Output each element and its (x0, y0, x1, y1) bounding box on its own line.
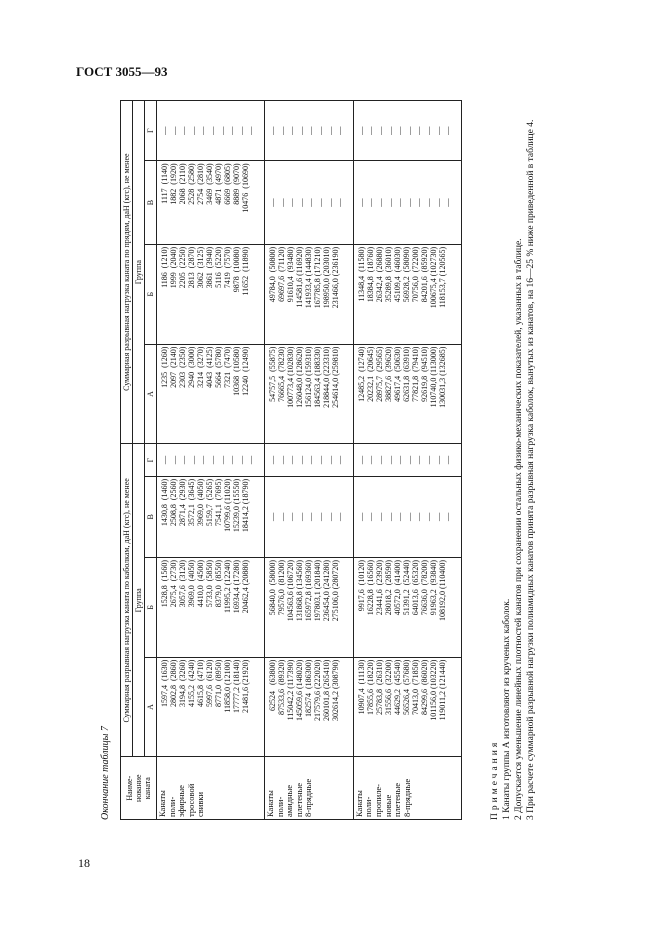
value-line: 3969,0 (4050) (196, 478, 206, 527)
value-line: 11348,4 (11580) (356, 246, 366, 302)
value-line: — (374, 198, 385, 207)
value-line: — (295, 512, 306, 522)
value-line: — (422, 512, 433, 522)
value-line: — (413, 512, 424, 522)
value-line: — (334, 198, 345, 207)
value-line: — (245, 126, 256, 135)
value-line: — (286, 512, 297, 522)
value-line: 165972,8 (169360) (304, 559, 314, 622)
value-line: 2754 (2810) (196, 163, 206, 205)
value-line: 1882 (1920) (169, 163, 179, 205)
value-line: — (442, 126, 453, 135)
value-line: — (394, 512, 405, 522)
value-line: 79576,0 (81200) (277, 559, 287, 616)
value-line: 11652 (11890) (241, 246, 251, 296)
value-line: 10476 (10690) (241, 163, 251, 213)
value-line: 254614,0 (259810) (331, 346, 341, 408)
value-line: — (276, 455, 287, 465)
value-line: — (384, 198, 395, 207)
value-line: — (305, 126, 316, 135)
value-line: 3062 (3125) (196, 246, 206, 289)
note-1: 1 Канаты группы А изготовляют из крученых каболок. (501, 598, 512, 820)
value-cell (353, 101, 461, 161)
value-line: — (355, 512, 366, 522)
value-line: 7419 (7570) (223, 246, 233, 289)
value-line: — (374, 455, 385, 465)
value-line: 12240 (12490) (241, 346, 251, 396)
value-line: 156124,0 (159310) (304, 346, 314, 408)
value-line: — (422, 455, 433, 465)
value-line: 9878 (10080) (232, 246, 242, 293)
value-line: 4043 (4125) (205, 346, 215, 388)
value-line: — (422, 198, 433, 207)
value-line: 302614,2 (308790) (331, 659, 341, 721)
col-header-strands: Суммарная разрывная нагрузка каната по каболкам, даН (кгс), не менее (121, 444, 133, 757)
value-line: — (286, 198, 297, 207)
value-cell (265, 476, 354, 557)
value-line: 5116 (5220) (214, 246, 224, 288)
value-cell (157, 476, 265, 557)
value-line: 101156,0 (103220) (429, 659, 439, 721)
value-line: 51391,2 (52440) (401, 559, 411, 616)
value-line: — (442, 512, 453, 522)
value-line: — (235, 455, 246, 465)
value-line: 11995,2 (12240) (223, 559, 233, 613)
value-line: — (355, 198, 366, 207)
value-line: — (168, 126, 179, 135)
value-line: 44629,2 (45540) (392, 659, 402, 715)
value-line: 1430,8 (1460) (160, 478, 170, 527)
value-cell (265, 161, 354, 244)
value-line: 10799,6 (11020) (223, 478, 233, 532)
value-line: — (315, 512, 325, 522)
value-line: 3214 (3270) (196, 346, 206, 388)
value-line: — (295, 126, 306, 135)
value-line: 56526,4 (57680) (401, 659, 411, 715)
value-line: 31556,6 (32200) (383, 659, 393, 715)
value-line: — (305, 512, 316, 522)
value-cell (157, 344, 265, 444)
sub-header-b: Б (145, 244, 157, 344)
rope-name-cell: Канаты поли- эфирные тросовой свивки (157, 757, 265, 820)
value-line: — (413, 126, 424, 135)
value-line: — (355, 126, 366, 135)
value-line: — (315, 198, 325, 207)
value-line: — (178, 126, 189, 135)
value-line: — (276, 126, 287, 135)
sub-header-v: В (145, 161, 157, 244)
col-header-name: Наиме- нование каната (121, 757, 157, 820)
value-cell (265, 657, 354, 757)
value-cell (157, 444, 265, 476)
value-line: — (413, 198, 424, 207)
value-line: — (384, 512, 395, 522)
page-number: 18 (78, 856, 90, 870)
value-line: 1235 (1260) (160, 346, 170, 388)
group-label-strands: Группа (133, 444, 145, 757)
value-line: 131868,8 (134560) (295, 559, 305, 622)
value-cell (157, 557, 265, 657)
value-line: — (394, 455, 405, 465)
table-caption: Окончание таблицы 7 (100, 726, 111, 820)
value-line: — (159, 455, 170, 465)
value-line: 100675,4 (102730) (429, 246, 439, 309)
value-line: 10907,4 (11130) (356, 659, 366, 715)
value-line: 218844,0 (223310) (322, 346, 332, 408)
value-line: — (168, 455, 179, 465)
value-line: — (374, 126, 385, 135)
group-label-wires: Группа (133, 101, 145, 444)
value-line: — (267, 198, 278, 207)
value-line: 62524 (63800) (268, 659, 278, 711)
value-line: — (355, 455, 366, 465)
value-line: 167785,8 (171210) (313, 246, 323, 309)
value-line: 3469 (3540) (205, 163, 215, 205)
value-line: 5664 (5780) (214, 346, 224, 388)
value-line: — (286, 126, 297, 135)
rotated-page-content (100, 100, 562, 820)
value-line: — (197, 455, 208, 465)
value-line: 15239,0 (15550) (232, 478, 242, 533)
value-line: — (365, 198, 376, 207)
value-line: 49784,0 (50800) (268, 246, 278, 303)
value-cell (353, 657, 461, 757)
value-line: — (315, 455, 325, 465)
value-line: — (226, 126, 237, 135)
value-line: 28975,7 (29565) (374, 346, 384, 402)
value-line: — (413, 455, 424, 465)
value-line: 20232,1 (20645) (365, 346, 375, 402)
value-line: 10368 (10580) (232, 346, 242, 396)
value-line: — (267, 126, 278, 135)
rope-name-cell: Канаты поли- амидные плетеные 8-прядные (265, 757, 354, 820)
value-line: — (276, 512, 287, 522)
value-line: — (324, 512, 335, 522)
value-line: 56928,2 (58090) (401, 246, 411, 303)
value-cell (157, 161, 265, 244)
value-line: 84201,6 (85920) (420, 246, 429, 303)
value-line: — (374, 512, 385, 522)
value-line: 4410,0 (4500) (196, 559, 206, 608)
value-line: 5733,0 (5850) (205, 559, 215, 608)
value-line: — (324, 126, 335, 135)
sub-header-g: Г (145, 444, 157, 476)
value-line: 260101,8 (265410) (322, 659, 332, 721)
value-line: — (286, 455, 297, 465)
value-line: — (226, 455, 237, 465)
value-line: 8889 (9070) (232, 163, 242, 205)
value-line: 2940 (3000) (187, 346, 197, 388)
value-cell (265, 244, 354, 344)
value-line: 8771,0 (8950) (214, 659, 224, 707)
value-line: 141933,4 (144830) (304, 246, 314, 309)
value-line: 56840,0 (58000) (268, 559, 278, 616)
value-line: 7541,1 (7695) (214, 478, 224, 527)
table-row (265, 101, 354, 820)
value-line: — (334, 512, 345, 522)
value-line: 119011,2 (121440) (438, 659, 448, 721)
notes-heading: Примечания (490, 739, 500, 820)
value-line: 23441,6 (23920) (374, 559, 384, 616)
value-line: — (197, 126, 208, 135)
note-2: 2 Допускается уменьшение линейных плотностей канатов при сохранении остальных физико-механических показателей, указанных в таблице. (513, 238, 524, 820)
value-line: — (384, 455, 395, 465)
value-line: 76665,4 (78230) (277, 346, 287, 402)
value-line: 3057,6 (3120) (178, 559, 188, 608)
sub-header-a: А (145, 657, 157, 757)
table-row (157, 101, 265, 820)
value-line: 91963,2 (93840) (429, 559, 439, 616)
value-line: — (295, 198, 306, 207)
value-line: — (403, 198, 414, 207)
value-line: 145059,6 (148020) (295, 659, 305, 721)
value-cell (353, 444, 461, 476)
value-line: 100773,4 (102830) (286, 346, 296, 408)
value-line: — (187, 126, 198, 135)
value-line: 1528,8 (1560) (160, 559, 170, 608)
value-line: 2528 (2580) (187, 163, 197, 205)
value-line: — (365, 512, 376, 522)
document-header: ГОСТ 3055—93 (76, 64, 168, 79)
value-line: 3194,8 (3260) (178, 659, 188, 707)
value-line: 2205 (2250) (178, 246, 188, 289)
value-line: — (365, 455, 376, 465)
value-line: — (442, 198, 453, 207)
value-line: 118153,7 (120565) (438, 246, 448, 308)
value-cell (157, 101, 265, 161)
sub-header-b: Б (145, 557, 157, 657)
value-line: — (276, 198, 287, 207)
value-line: — (305, 198, 316, 207)
value-line: — (324, 455, 335, 465)
value-line: 45109,4 (46030) (392, 246, 402, 303)
value-line: 231466,0 (236190) (331, 246, 341, 309)
value-line: — (384, 126, 395, 135)
value-line: — (235, 126, 246, 135)
value-line: 104563,6 (106720) (286, 559, 296, 622)
value-line: 6669 (6805) (223, 163, 233, 205)
value-cell (265, 344, 354, 444)
value-line: — (159, 126, 170, 135)
value-line: 4615,8 (4710) (196, 659, 206, 707)
value-line: — (267, 512, 278, 522)
value-line: 2813 (2870) (187, 246, 197, 289)
value-line: 1186 (1210) (160, 246, 170, 288)
value-line: 91610,4 (93480) (286, 246, 296, 303)
value-line: — (324, 198, 335, 207)
value-line: 2303 (2350) (178, 346, 188, 388)
value-line: 28018,2 (28590) (383, 559, 393, 616)
value-line: 115042,2 (117390) (286, 659, 296, 721)
value-line: 16934,4 (17280) (232, 559, 242, 614)
value-line: 3969,0 (4050) (187, 559, 197, 608)
value-line: — (207, 455, 218, 465)
value-line: 70413,0 (71850) (410, 659, 420, 715)
value-line: 8379,0 (8550) (214, 559, 224, 608)
sub-header-a: А (145, 344, 157, 444)
value-line: 35289,8 (36010) (383, 246, 393, 303)
value-line: 1597,4 (1630) (160, 659, 170, 707)
value-line: — (334, 126, 345, 135)
value-cell (353, 244, 461, 344)
value-line: 236454,0 (241280) (322, 559, 332, 622)
value-line: 2675,4 (2730) (169, 559, 179, 608)
value-line: 2097 (2140) (169, 346, 179, 388)
value-line: — (295, 455, 306, 465)
value-line: 84299,6 (86020) (420, 659, 429, 715)
value-line: 16228,8 (16560) (365, 559, 375, 616)
value-line: — (334, 455, 345, 465)
value-line: 198950,0 (203010) (322, 246, 332, 309)
value-line: — (403, 512, 414, 522)
value-line: — (432, 455, 443, 465)
value-line: 11858,0 (12100) (223, 659, 233, 713)
value-line: — (403, 455, 414, 465)
value-line: 18414,2 (18790) (241, 478, 251, 533)
value-line: — (207, 126, 218, 135)
value-line: 1117 (1140) (160, 163, 170, 204)
value-line: — (267, 455, 278, 465)
value-line: 87533,6 (89320) (277, 659, 287, 715)
value-line: 20462,4 (20880) (241, 559, 251, 614)
value-cell (265, 557, 354, 657)
value-line: 4871 (4970) (214, 163, 224, 205)
value-line: — (394, 198, 405, 207)
sub-header-g: Г (145, 101, 157, 161)
value-line: — (216, 455, 227, 465)
value-cell (265, 444, 354, 476)
value-line: 2802,8 (2860) (169, 659, 179, 707)
value-line: — (432, 512, 443, 522)
value-line: — (178, 455, 189, 465)
value-line: 25783,8 (26310) (374, 659, 384, 715)
value-line: — (442, 455, 453, 465)
value-line: 77821,8 (79410) (410, 346, 420, 402)
value-line: 64013,6 (65320) (410, 559, 420, 616)
value-line: 2871,4 (2930) (178, 478, 188, 527)
value-line: 182574 (186300) (304, 659, 314, 717)
sub-header-v: В (145, 476, 157, 557)
value-line: 5997,6 (6120) (205, 659, 215, 707)
rope-name-cell: Канаты поли- пропиле- новые плетеные 8-прядные (353, 757, 461, 820)
value-line: 114581,6 (116920) (295, 246, 305, 308)
value-line: — (365, 126, 376, 135)
value-line: 92619,8 (94510) (420, 346, 429, 402)
breaking-load-table (120, 100, 462, 820)
value-line: — (394, 126, 405, 135)
value-line: — (216, 126, 227, 135)
value-cell (157, 244, 265, 344)
value-line: 2068 (2110) (178, 163, 188, 205)
value-line: 197803,1 (201840) (313, 559, 323, 622)
value-line: 70756,0 (72200) (410, 246, 420, 303)
value-line: 110740,0 (113000) (429, 346, 439, 408)
value-line: 18384,8 (18760) (365, 246, 375, 303)
value-line: 126048,0 (128620) (295, 346, 305, 408)
value-line: — (432, 198, 443, 207)
value-line: 69697,6 (71120) (277, 246, 287, 302)
value-line: — (422, 126, 433, 135)
value-line: 38827,6 (39620) (383, 346, 393, 402)
value-line: 62631,8 (63910) (401, 346, 411, 402)
value-line: 40572,0 (41400) (392, 559, 402, 616)
value-line: 17777,2 (18140) (232, 659, 242, 713)
value-line: 4155,2 (4240) (187, 659, 197, 707)
value-line: 17855,6 (18220) (365, 659, 375, 715)
value-line: — (315, 126, 325, 135)
value-line: 3572,1 (3645) (187, 478, 197, 527)
value-line: 12485,2 (12740) (356, 346, 366, 402)
col-header-wires: Суммарная разрывная нагрузка каната по прядям, даН (кгс), не менее (121, 101, 133, 444)
value-line: — (403, 126, 414, 135)
value-line: 76636,0 (78200) (420, 559, 429, 616)
value-cell (265, 101, 354, 161)
value-line: 26342,4 (26880) (374, 246, 384, 303)
value-cell (353, 557, 461, 657)
value-cell (353, 161, 461, 244)
note-3: 3 При расчете суммарной разрывной нагрузки полиамидных канатов принята разрывная нагрузка каболок, вынутых из канатов, на 16—25 % ниже приведенной в таблице 4. (525, 119, 536, 820)
value-line: 275106,0 (280720) (331, 559, 341, 622)
value-line: 1999 (2040) (169, 246, 179, 289)
value-line: 2508,8 (2560) (169, 478, 179, 527)
table-row (353, 101, 461, 820)
notes (490, 108, 538, 820)
value-line: 3861 (3940) (205, 246, 215, 289)
value-line: — (187, 455, 198, 465)
value-cell (353, 476, 461, 557)
value-line: — (245, 455, 256, 465)
value-line: — (305, 455, 316, 465)
value-line: 54757,5 (55875) (268, 346, 278, 402)
value-line: 184563,4 (188330) (313, 346, 323, 408)
value-line: — (432, 126, 443, 135)
value-line: 130031,3 (132685) (438, 346, 448, 408)
value-line: 5159,7 (5265) (205, 478, 215, 527)
value-line: 108192,0 (110400) (438, 559, 448, 621)
value-cell (157, 657, 265, 757)
value-line: 217579,6 (222020) (313, 659, 323, 721)
value-line: 9917,6 (10120) (356, 559, 366, 612)
value-line: 49617,4 (50630) (392, 346, 402, 402)
value-line: 21481,6 (21920) (241, 659, 251, 713)
value-line: 7321 (7470) (223, 346, 233, 388)
value-cell (353, 344, 461, 444)
